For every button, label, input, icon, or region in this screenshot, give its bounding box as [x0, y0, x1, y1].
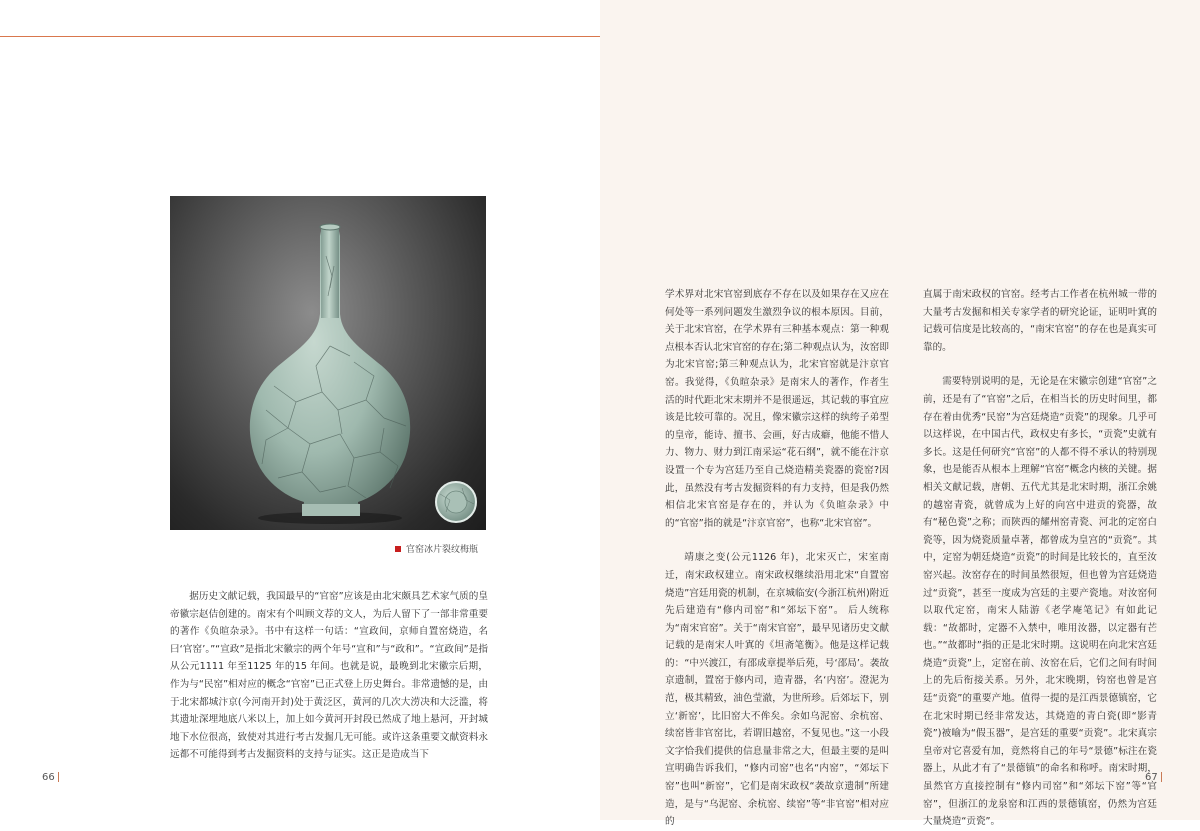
page-number-left-text: 66 — [42, 772, 55, 783]
right-paragraph-2: 需要特别说明的是，无论是在宋徽宗创建“官窑”之前，还是有了“官窑”之后，在相当长的历史时间里，都存在着由优秀“民窑”为宫廷烧造“贡瓷”的现象。几乎可以这样说，在中国古代，政权史有多长，“贡瓷”史就有多长。这是任何研究“官窑”的人都不得不承认的特别现象，也是能否从根本上理解“官窑”概念内核的关键。据相关文献记载，唐朝、五代尤其是北宋时期，浙江余姚的越窑青瓷，就曾成为上好的向宫中进贡的瓷器，故有“秘色瓷”之称；而陕西的耀州窑青瓷、河北的定窑白瓷等，因为烧瓷质量卓著，都曾成为皇宫的“贡瓷”。其中，定窑为朝廷烧造“贡瓷”的时间是比较长的，直至汝窑兴起。汝窑存在的时间虽然很短，但也曾为宫廷烧造过“贡瓷”，甚至一度成为宫廷的主要产瓷地。对汝窑何以取代定窑，南宋人陆游《老学庵笔记》有如此记载：“故都时，定器不入禁中，唯用汝器，以定器有芒也。”“故都时”指的正是北宋时期。这说明在向北宋宫廷烧造“贡瓷”上，定窑在前、汝窑在后，它们之间有时间上的先后衔接关系。另外，北宋晚期，钧窑也曾是宫廷“贡瓷”的重要产地。值得一提的是江西景德镇窑，它在北宋时期已经非常发达，其烧造的青白瓷(即“影青瓷”)被喻为“假玉器”，是宫廷的重要“贡瓷”。北宋真宗皇帝对它喜爱有加，竟然将自己的年号“景德”标注在瓷器上，从此才有了“景德镇”的命名和称呼。南宋时期，虽然官方直接控制有“修内司窑”和“郊坛下窑”等“官窑”，但浙江的龙泉窑和江西的景德镇窑，仍然为宫廷大量烧造“贡瓷”。 — [923, 376, 1157, 828]
folio-bar-left — [58, 772, 59, 782]
left-column — [170, 588, 488, 764]
top-rule — [0, 36, 600, 37]
caption-marker — [395, 546, 401, 552]
page-number-left — [42, 772, 62, 783]
page-number-right — [1145, 772, 1165, 783]
middle-paragraph-2: 靖康之变(公元1126 年)，北宋灭亡，宋室南迁，南宋政权建立。南宋政权继续沿用北宋“自置窑烧造”宫廷用瓷的机制，在京城临安(今浙江杭州)附近先后建造有“修内司窑”和“郊坛下窑”。 后人统称为“南宋官窑”。关于“南宋官窑”，最早见诸历史文献记载的是南宋人叶寘的《坦斋笔衡》。他是这样记载的：“中兴渡江，有邵成章提举后苑，号‘邵局’。袭故京遗制，置窑于修内司，造青器，名‘内窑’。澄泥为范，极其精致，油色莹澈，为世所珍。后郊坛下，别立‘新窑’，比旧窑大不侔矣。余如乌泥窑、余杭窑、续窑皆非官窑比，若谓旧越窑，不复见也。”这一小段文字恰我们提供的信息量非常之大，但最主要的是叫宣明确告诉我们，“修内司窑”也名“内窑”，“郊坛下窑”也叫“新窑”，它们是南宋政权“袭故京遗制”所建造，是与“乌泥窑、余杭窑、续窑”等“非官窑”相对应的 — [665, 552, 889, 828]
page-number-right-text: 67 — [1145, 772, 1158, 783]
vase-illustration — [170, 196, 486, 530]
middle-paragraph-1: 学术界对北宋官窑到底存不存在以及如果存在又应在何处等一系列问题发生激烈争议的根本原因。目前，关于北宋官窑，在学术界有三种基本观点：第一种观点根本否认北宋官窑的存在;第二种观点认为，汝窑即为北宋官窑;第三种观点认为，北宋官窑就是汴京官窑。我觉得，《负暄杂录》是南宋人的著作，作者生活的时代距北宋末期并不是很遥远，其记载的事宜应该是比较可靠的。况且，像宋徽宗这样的纨绔子弟型的皇帝，能诗、擅书、会画，好古成癖，他能不惜人力、物力、财力到江南采运“花石纲”，就不能在汴京设置一个专为宫廷乃至自己烧造精美瓷器的瓷窑?因此，虽然没有考古发掘资料的有力支持，但是我仍然相信北宋官窑是存在的，并认为《负暄杂录》中的“官窑”指的就是“汴京官窑”，也称“北宋官窑”。 — [665, 289, 889, 529]
right-paragraph-1: 直属于南宋政权的官窑。经考古工作者在杭州城一带的大量考古发掘和相关专家学者的研究论证，证明叶寘的记载可信度是比较高的，“南宋官窑”的存在也是真实可靠的。 — [923, 289, 1157, 353]
folio-bar-right — [1161, 772, 1162, 782]
caption-text: 官窑冰片裂纹梅瓶 — [406, 545, 479, 555]
middle-column — [665, 286, 889, 831]
right-column — [923, 286, 1157, 831]
vase-photo — [170, 196, 486, 530]
photo-caption — [395, 542, 478, 555]
left-paragraph: 据历史文献记载，我国最早的“官窑”应该是由北宋颇具艺术家气质的皇帝徽宗赵佶创建的。南宋有个叫顾文荐的文人，为后人留下了一部非常重要的著作《负暄杂录》。书中有这样一句话：“宣政间，京师自置窑烧造，名曰‘官窑’。”“宣政”是指北宋徽宗的两个年号“宣和”与“政和”。“宣政间”是指从公元1111 年至1125 年的15 年间。也就是说，最晚到北宋徽宗后期，作为与“民窑”相对应的概念“官窑”已正式登上历史舞台。非常遗憾的是，由于北宋都城汴京(今河南开封)处于黄泛区，黄河的几次大涝决和大泛滥，将其遗址深埋地底八米以上，加上如今黄河开封段已然成了地上悬河，开封城地下水位很高，致使对其进行考古发掘几无可能。或许这条重要文献资料永远都不可能得到考古发掘资料的支持与证实。这正是造成当下 — [170, 591, 488, 761]
